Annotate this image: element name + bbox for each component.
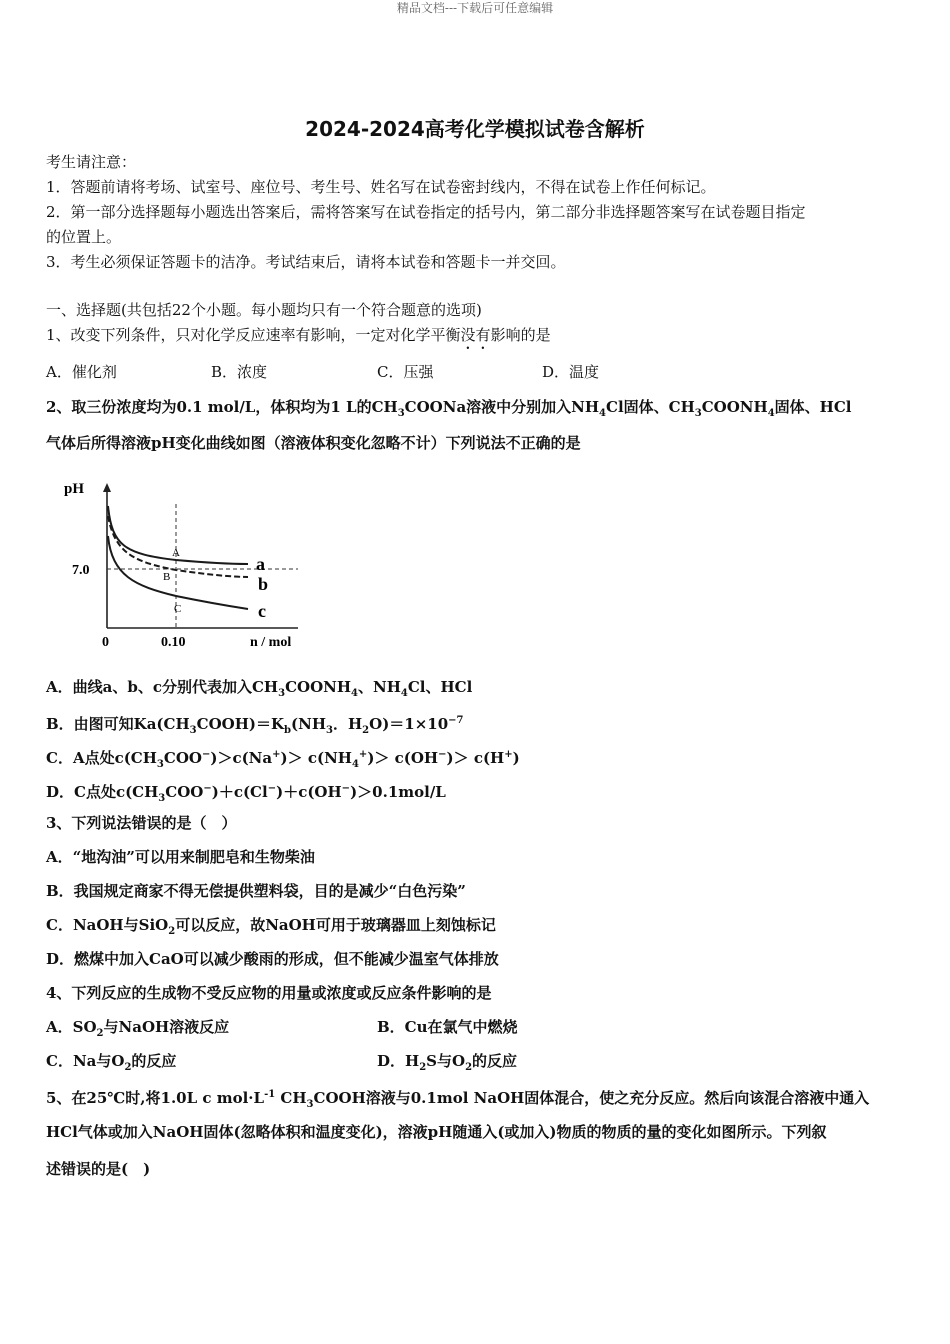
- section-heading: 一、选择题(共包括22个小题。每小题均只有一个符合题意的选项): [46, 301, 482, 319]
- question-2-stem-line2: 气体后所得溶液pH变化曲线如图（溶液体积变化忽略不计）下列说法不正确的是: [46, 434, 581, 452]
- notice-heading: 考生请注意：: [46, 153, 137, 171]
- q2-option-d: D．C点处$c(CH_3COO^-)+c(Cl^-)+c(OH^-)>0.1mol/L$: [46, 783, 446, 804]
- q1-option-b: B．浓度: [211, 363, 268, 381]
- q1-option-a: A．催化剂: [46, 363, 117, 381]
- point-c-label: C: [174, 603, 182, 615]
- notice-item-1: 1．答题前请将考场、试室号、座位号、考生号、姓名写在试卷密封线内，不得在试卷上作任何标记。: [46, 178, 716, 196]
- point-b-label: B: [163, 571, 171, 583]
- question-5-stem-line3: 述错误的是( ): [46, 1160, 151, 1178]
- q4-option-d: D．$H_2S$与$O_2$的反应: [377, 1052, 518, 1073]
- question-5-stem-line1: 5、在25℃时,将1.0L c $mol\cdot L^{-1}$ $CH_3COOH$溶液与0.1mol NaOH固体混合，使之充分反应。然后向该混合溶液中通入: [46, 1089, 870, 1110]
- page-header: 精品文档---下载后可任意编辑: [396, 1, 554, 15]
- q2-option-b: B．由图可知$Ka(CH_3COOH)=K_b(NH_3$．$H_2O)=1\times 10^{-7}$: [46, 715, 464, 736]
- notice-item-2: 2．第一部分选择题每小题选出答案后，需将答案写在试卷指定的括号内，第二部分非选择题答案写在试卷题目指定: [46, 203, 806, 221]
- question-2-stem-line1: 2、取三份浓度均为0.1 mol/L，体积均为1 L的$CH_3COONa$溶液中分别加入$NH_4Cl$固体、$CH_3COONH_4$固体、HCl: [46, 398, 852, 419]
- notice-item-2-cont: 的位置上。: [46, 228, 122, 246]
- ph-curve-figure: [60, 476, 310, 656]
- q4-option-c: C．Na与$O_2$的反应: [46, 1052, 177, 1073]
- q3-option-d: D．燃煤中加入CaO可以减少酸雨的形成，但不能减少温室气体排放: [46, 950, 499, 968]
- y-axis-arrow: [103, 483, 111, 492]
- notice-item-3: 3．考生必须保证答题卡的洁净。考试结束后，请将本试卷和答题卡一并交回。: [46, 253, 566, 271]
- q2-option-a: A．曲线a、b、c分别代表加入$CH_3COONH_4$、$NH_4Cl$、HCl: [46, 678, 473, 699]
- curve-c-label: c: [258, 601, 266, 621]
- q2-option-c: C．A点处$c(CH_3COO^-)>c(Na^+)> c(NH_4^+)> c(OH^-)> c(H^+)$: [46, 749, 520, 770]
- curve-b-label: b: [258, 574, 269, 594]
- q3-option-a: A．“地沟油”可以用来制肥皂和生物柴油: [46, 848, 315, 866]
- question-5-stem-line2: HCl气体或加入NaOH固体(忽略体积和温度变化)，溶液pH随通入(或加入)物质的物质的量的变化如图所示。下列叙: [46, 1123, 827, 1141]
- curve-a-label: a: [256, 554, 265, 574]
- y-tick-label: 7.0: [72, 563, 90, 578]
- q4-option-a: A．$SO_2$与NaOH溶液反应: [46, 1018, 230, 1039]
- emphasis-text: 没有: [460, 326, 491, 344]
- q1-option-c: C．压强: [377, 363, 434, 381]
- x-axis-label: n / mol: [250, 635, 292, 650]
- point-a-label: A: [172, 547, 180, 559]
- q3-option-b: B．我国规定商家不得无偿提供塑料袋，目的是减少“白色污染”: [46, 882, 466, 900]
- origin-label: 0: [102, 635, 109, 650]
- x-tick-label: 0.10: [161, 635, 186, 650]
- q4-option-b: B．Cu在氯气中燃烧: [377, 1018, 518, 1036]
- question-4-stem: 4、下列反应的生成物不受反应物的用量或浓度或反应条件影响的是: [46, 984, 492, 1002]
- question-3-stem: 3、下列说法错误的是（ ）: [46, 814, 237, 832]
- page-title: 2024-2024高考化学模拟试卷含解析: [305, 117, 645, 141]
- q1-option-d: D．温度: [542, 363, 600, 381]
- q3-option-c: C．NaOH与SiO$_2$可以反应，故NaOH可用于玻璃器皿上刻蚀标记: [46, 916, 496, 937]
- y-axis-label: pH: [64, 481, 85, 497]
- question-1-stem: 1、改变下列条件，只对化学反应速率有影响，一定对化学平衡没有影响的是: [46, 326, 551, 344]
